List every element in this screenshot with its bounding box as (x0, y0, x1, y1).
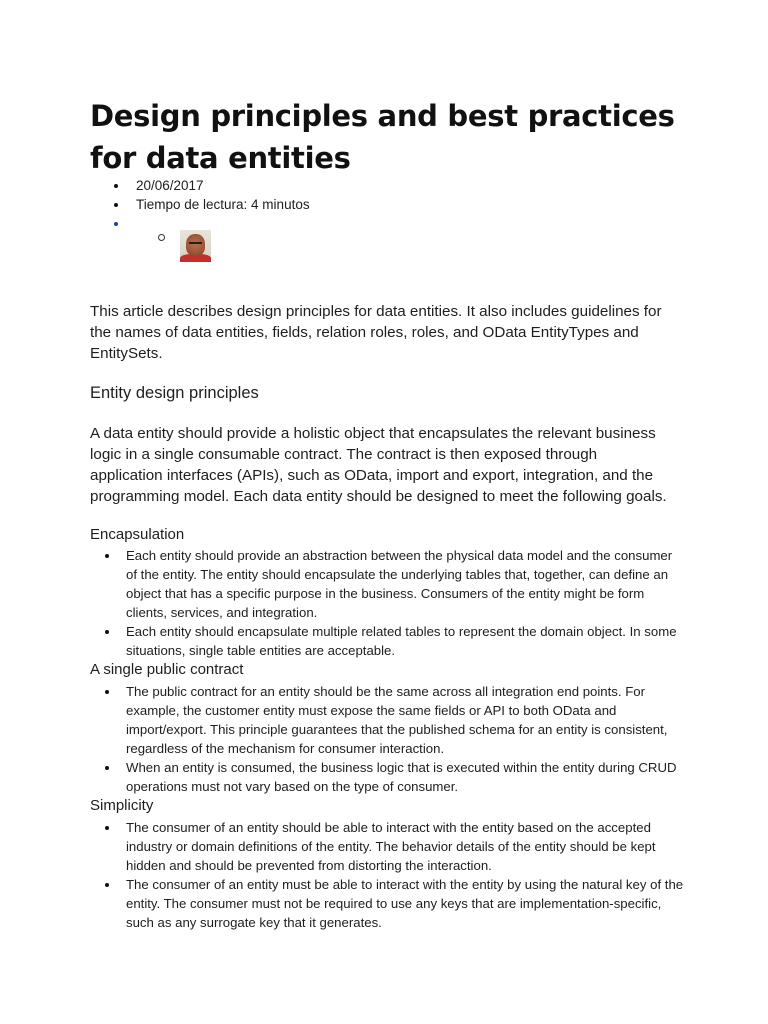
goal-heading-public-contract: A single public contract (90, 661, 244, 678)
avatar-glasses (189, 242, 202, 247)
author-avatar-icon[interactable] (180, 230, 211, 262)
goal-list-simplicity (90, 818, 690, 932)
list-item: Each entity should encapsulate multiple related tables to represent the domain object. In some situations, single table entities are acceptable. (90, 622, 686, 660)
goal-heading-simplicity: Simplicity (90, 797, 154, 814)
list-item: The consumer of an entity should be able to interact with the entity based on the accepted industry or domain definitions of the entity. The behavior details of the entity should be kept hidden and should be prevented from distorting the interaction. (90, 818, 686, 875)
intro-paragraph: This article describes design principles for data entities. It also includes guidelines for the names of data entities, fields, relation roles, roles, and OData EntityTypes and EntitySets. (90, 303, 662, 362)
section-heading: Entity design principles (90, 384, 259, 402)
list-item: The public contract for an entity should be the same across all integration end points. For example, the customer entity must expose the same fields or API to both OData and import/export. This principle guarantees that the published schema for an entity is consistent, regardless of the mechanism for consumer interaction. (90, 682, 686, 758)
page-title: Design principles and best practices for data entities (90, 99, 675, 175)
list-item: Each entity should provide an abstraction between the physical data model and the consumer of the entity. The entity should encapsulate the underlying tables that, together, can define an object that has a specific purpose in the business. Consumers of the entity might be form clients, services, and integration. (90, 546, 686, 622)
list-item: The consumer of an entity must be able to interact with the entity by using the natural key of the entity. The consumer must not be required to use any keys that are implementation-specific, such as any surrogate key that it generates. (90, 875, 686, 932)
sub-list-marker (158, 234, 165, 241)
list-item: When an entity is consumed, the business logic that is executed within the entity during CRUD operations must not vary based on the type of consumer. (90, 758, 686, 796)
publish-date: 20/06/2017 (90, 176, 690, 195)
goal-list-public-contract (90, 682, 690, 796)
reading-time: Tiempo de lectura: 4 minutos (90, 195, 690, 214)
article-metadata (90, 176, 690, 233)
goal-list-encapsulation (90, 546, 690, 660)
goal-heading-encapsulation: Encapsulation (90, 526, 185, 543)
section-paragraph: A data entity should provide a holistic object that encapsulates the relevant business logic in a single consumable contract. The contract is then exposed through application interfaces (APIs), such as OData, import and export, integration, and the programming model. Each data entity should be designed to meet the following goals. (90, 425, 667, 505)
